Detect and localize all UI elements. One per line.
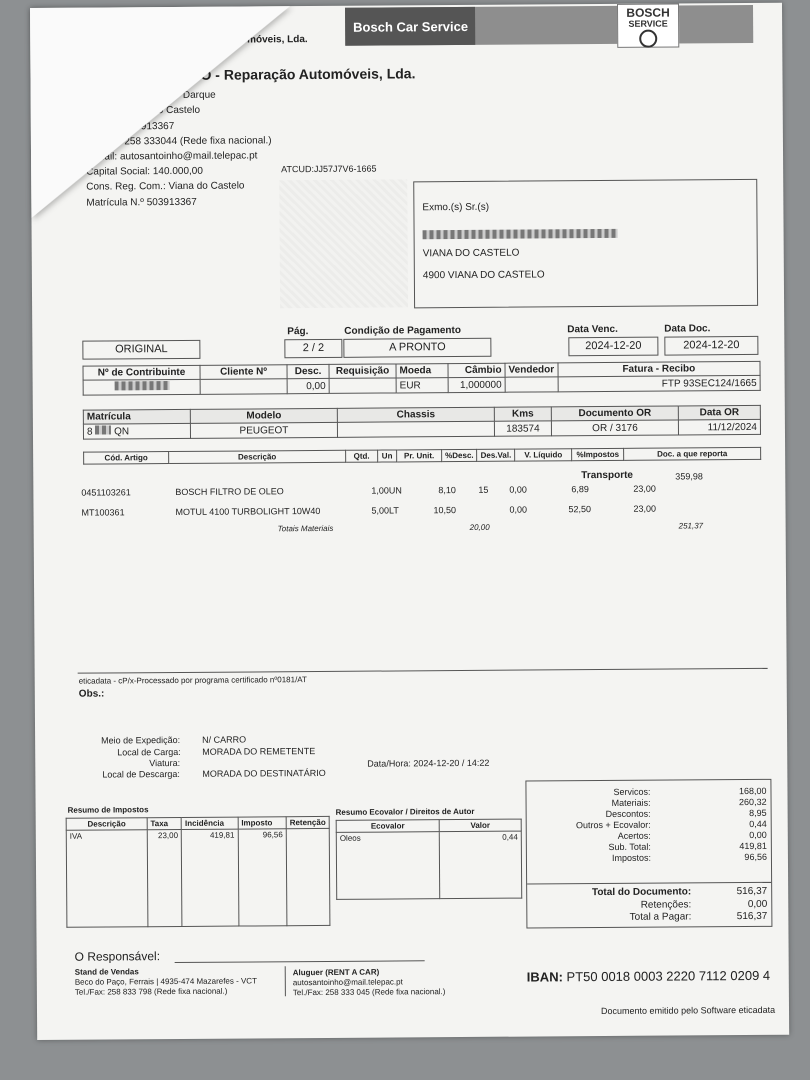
totals-materials-qty: 20,00 [469,522,490,532]
rent-email: autosantoinho@mail.telepac.pt [292,977,403,988]
items-header-un: Un [378,450,397,462]
company-capital: Capital Social: 140.000,00 [86,165,203,178]
client-desc: 0,00 [287,378,329,393]
iban-value: PT50 0018 0003 2220 7112 0209 4 [566,967,771,985]
shipping-label-descarga: Local de Descarga: [102,768,180,780]
item-1-discval: 0,00 [509,484,527,495]
taxes-header-base: Incidência [181,817,237,829]
summary-value-servicos: 168,00 [738,785,767,797]
stand-title: Stand de Vendas [74,967,139,977]
bosch-word: BOSCH [626,5,670,20]
summary-ret-label: Retenções: [640,899,692,911]
summary-value-acertos: 0,00 [749,829,767,840]
service-word: SERVICE [628,18,668,29]
stand-address: Beco do Paço, Ferrais | 4935-474 Mazarefes - VCT [74,976,258,987]
client-nif-redacted [83,379,200,395]
vehicle-header-chassis: Chassis [337,407,494,422]
item-1-tax: 23,00 [633,483,656,494]
bosch-logo [617,3,679,47]
folded-corner [30,6,291,218]
qr-code [279,179,408,308]
taxes-header-desc: Descrição [66,818,147,831]
client-header-vendedor: Vendedor [505,363,558,377]
doc-date-label: Data Doc. [664,323,711,335]
taxes-header-rate: Taxa [147,817,182,829]
taxes-header-tax: Imposto [238,817,286,829]
cond-label: Condição de Pagamento [344,324,461,337]
vehicle-data-or: 11/12/2024 [678,419,760,435]
summary-total-value: 516,37 [736,885,768,898]
summary-label-subtotal: Sub. Total: [608,841,651,852]
recipient-name-redacted [423,225,618,244]
transport-value: 359,98 [675,471,703,482]
signature-line [175,960,425,963]
rent-phone: Tel./Fax: 258 333 045 (Rede fixa nacional.) [292,987,446,998]
taxes-header-retention: Retenção [286,816,329,828]
shipping-value-carga: MORADA DO REMETENTE [202,746,316,757]
vehicle-matricula [83,423,190,439]
client-number [200,379,287,395]
shipping-value-descarga: MORADA DO DESTINATÁRIO [202,767,326,779]
stand-phone: Tel./Fax: 258 833 798 (Rede fixa nacional.) [74,986,228,997]
pag-value: 2 / 2 [284,339,342,358]
items-header-price: Pr. Unit. [397,450,442,462]
company-address2: 8 Viana do Castelo [115,104,201,117]
certification-note: eticadata - cP/x-Processado por programa certificado nº0181/AT [78,675,307,686]
summary-label-outros: Outros + Ecovalor: [575,819,651,831]
summary-value-descontos: 8,95 [749,807,767,818]
client-table [82,361,760,396]
vehicle-header-kms: Kms [494,407,551,421]
summary-pay-label: Total a Pagar: [629,911,692,923]
company-address1: Estação, 684 - Darque [115,89,216,102]
recipient-city: VIANA DO CASTELO [422,247,520,260]
summary-label-materiais: Materiais: [611,797,651,808]
items-header-tax: %Impostos [572,448,624,460]
summary-box [525,779,772,929]
venc-label: Data Venc. [567,323,618,336]
item-2-code: MT100361 [81,507,125,518]
item-1-net: 6,89 [571,484,589,495]
vehicle-matricula-suffix: QN [114,426,130,438]
summary-label-descontos: Descontos: [605,808,651,820]
summary-values [739,786,767,863]
item-2-qty: 5,00LT [371,505,399,516]
recipient-postal: 4900 VIANA DO CASTELO [422,269,545,282]
ecovalor-header-name: Ecovalor [336,820,439,833]
vehicle-header-modelo: Modelo [190,408,337,423]
item-1-qty: 1,00UN [371,485,402,496]
doc-date-value: 2024-12-20 [664,336,758,356]
vehicle-header-matricula: Matrícula [83,409,190,424]
client-requisicao [329,378,396,393]
items-header-code: Cód. Artigo [84,452,169,465]
client-header-moeda: Moeda [396,364,448,378]
taxes-row-rate: 23,00 [147,829,182,926]
taxes-table [66,816,331,928]
original-badge: ORIGINAL [82,340,200,360]
iban [527,968,770,985]
client-vendedor [505,377,558,392]
bosch-circle-icon [639,30,657,48]
recipient-box [413,179,758,308]
vehicle-kms: 183574 [494,421,551,436]
company-phone: elefone: 258 333044 (Rede fixa nacional.) [85,135,272,148]
shipping-label-expedicao: Meio de Expedição: [101,734,181,746]
client-header-fatura: Fatura - Recibo [558,361,761,376]
item-2-desc: MOTUL 4100 TURBOLIGHT 10W40 [175,505,321,517]
software-note: Documento emitido pelo Software eticadata [600,1004,776,1017]
vehicle-header-data-or: Data OR [678,405,760,420]
ecovalor-row-value: 0,44 [439,831,521,899]
item-2-tax: 23,00 [633,503,657,514]
shipping-label-viatura: Viatura: [149,757,181,769]
taxes-row-base: 419,81 [182,829,239,926]
client-header-desc: Desc. [287,364,329,378]
ecovalor-title: Resumo Ecovalor / Direitos de Autor [335,806,475,817]
items-header-disc: %Desc. [442,449,478,461]
items-header-qty: Qtd. [346,450,378,462]
shipping-value-expedicao: N/ CARRO [202,734,247,745]
client-header-cliente: Cliente Nº [200,365,287,380]
items-header-discval: Des.Val. [477,449,515,461]
shipping-label-carga: Local de Carga: [117,746,181,758]
vehicle-matricula-prefix: 8 [86,426,93,438]
taxes-row-desc: IVA [66,830,147,928]
service-title: Bosch Car Service [353,18,469,35]
cond-value: A PRONTO [343,338,491,358]
taxes-title: Resumo de Impostos [67,805,149,815]
separator-line [78,668,768,674]
shipping-datetime: Data/Hora: 2024-12-20 / 14:22 [367,757,490,769]
company-nif: tribuinte:503913367 [85,120,175,133]
summary-label-acertos: Acertos: [617,830,651,841]
summary-value-materiais: 260,32 [738,796,767,808]
items-header-desc: Descrição [169,450,346,463]
summary-total-label: Total do Documento: [591,886,692,899]
venc-value: 2024-12-20 [568,337,658,357]
vehicle-modelo: PEUGEOT [190,422,337,438]
summary-labels [576,787,651,865]
ecovalor-row-name: Oleos [336,832,439,900]
ecovalor-table [336,819,523,900]
item-1-code: 0451103261 [81,487,131,498]
client-cambio: 1,000000 [448,377,505,392]
atcud: ATCUD:JJ57J7V6-1665 [281,163,377,175]
pag-label: Pág. [287,326,309,338]
taxes-row-tax: 96,56 [238,829,287,926]
company-registry: Cons. Reg. Com.: Viana do Castelo [86,180,245,193]
items-header-net: V. Líquido [515,449,572,461]
ecovalor-header-value: Valor [439,819,521,832]
summary-pay-value: 516,37 [736,910,768,923]
items-header-doc: Doc. a que reporta [624,447,761,460]
item-2-net: 52,50 [568,504,592,515]
bottom-divider [285,966,286,996]
summary-label-impostos: Impostos: [611,852,651,863]
summary-label-servicos: Servicos: [613,786,651,797]
items-header-table [83,447,761,465]
item-1-disc: 15 [478,484,489,495]
client-header-cambio: Câmbio [448,363,505,377]
obs-label: Obs.: [78,688,105,700]
responsible-label: O Responsável: [74,949,161,964]
transport-label: Transporte [581,469,634,482]
client-moeda: EUR [396,378,448,393]
taxes-row-retention [286,828,330,925]
item-1-price: 8,10 [438,485,456,496]
totals-materials-label: Totais Materiais [277,523,334,534]
vehicle-doc-or: OR / 3176 [551,420,678,436]
summary-value-outros: 0,44 [749,818,767,829]
vehicle-header-doc-or: Documento OR [551,406,678,421]
item-1-desc: BOSCH FILTRO DE OLEO [175,486,284,497]
recipient-salutation: Exmo.(s) Sr.(s) [422,201,490,214]
item-2-discval: 0,00 [509,504,528,515]
company-short-name: ção de Automóveis, Lda. [190,34,308,46]
summary-value-subtotal: 419,81 [739,840,767,852]
totals-materials-value: 251,37 [678,521,704,531]
client-fatura: FTP 93SEC124/1665 [558,375,761,391]
item-2-price: 10,50 [433,505,457,516]
client-header-requisicao: Requisição [329,364,396,378]
summary-divider [527,882,771,885]
vehicle-chassis [337,421,494,437]
client-header-nif: Nº de Contribuinte [83,365,200,380]
iban-label: IBAN: [526,969,563,985]
company-name: OINHO - Reparação Automóveis, Lda. [165,65,416,84]
summary-ret-value: 0,00 [747,898,768,911]
rent-title: Aluguer (RENT A CAR) [292,967,380,978]
summary-value-impostos: 96,56 [744,851,767,863]
invoice-sheet [30,3,789,1040]
vehicle-table [83,405,761,440]
company-matricula: Matrícula N.º 503913367 [86,196,197,209]
company-email: E-Mail: autosantoinho@mail.telepac.pt [86,150,258,163]
